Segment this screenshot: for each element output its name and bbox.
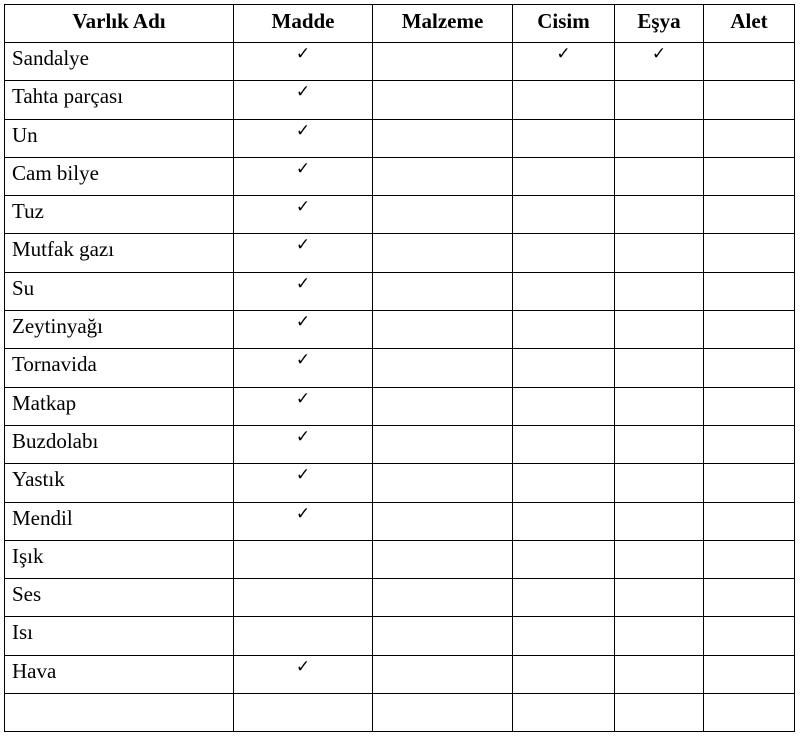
cell-varlik-adi: Tornavida xyxy=(5,349,234,387)
cell-esya xyxy=(615,349,704,387)
cell-varlik-adi: Tuz xyxy=(5,196,234,234)
cell-malzeme xyxy=(373,81,513,119)
cell-cisim xyxy=(513,387,615,425)
cell-esya: ✓ xyxy=(615,43,704,81)
cell-cisim xyxy=(513,157,615,195)
table-row xyxy=(5,387,795,425)
cell-esya xyxy=(615,425,704,463)
cell-alet xyxy=(704,540,795,578)
cell-madde: ✓ xyxy=(234,425,373,463)
cell-malzeme xyxy=(373,579,513,617)
cell-malzeme xyxy=(373,502,513,540)
cell-malzeme xyxy=(373,464,513,502)
cell-madde: ✓ xyxy=(234,464,373,502)
cell-cisim xyxy=(513,694,615,732)
cell-esya xyxy=(615,234,704,272)
cell-varlik-adi: Matkap xyxy=(5,387,234,425)
cell-varlik-adi: Tahta parçası xyxy=(5,81,234,119)
cell-esya xyxy=(615,157,704,195)
cell-madde: ✓ xyxy=(234,234,373,272)
cell-alet xyxy=(704,694,795,732)
cell-alet xyxy=(704,617,795,655)
table-row xyxy=(5,272,795,310)
cell-alet xyxy=(704,349,795,387)
cell-alet xyxy=(704,234,795,272)
cell-malzeme xyxy=(373,311,513,349)
cell-esya xyxy=(615,502,704,540)
table-row xyxy=(5,119,795,157)
table-row xyxy=(5,43,795,81)
cell-madde: ✓ xyxy=(234,272,373,310)
cell-malzeme xyxy=(373,234,513,272)
cell-alet xyxy=(704,272,795,310)
cell-alet xyxy=(704,502,795,540)
header-malzeme: Malzeme xyxy=(373,5,513,43)
cell-malzeme xyxy=(373,694,513,732)
cell-cisim xyxy=(513,655,615,693)
cell-esya xyxy=(615,655,704,693)
cell-alet xyxy=(704,655,795,693)
cell-varlik-adi: Su xyxy=(5,272,234,310)
cell-cisim xyxy=(513,540,615,578)
cell-cisim xyxy=(513,617,615,655)
table-row xyxy=(5,502,795,540)
cell-malzeme xyxy=(373,196,513,234)
cell-cisim xyxy=(513,502,615,540)
cell-cisim xyxy=(513,272,615,310)
cell-malzeme xyxy=(373,43,513,81)
cell-esya xyxy=(615,540,704,578)
cell-malzeme xyxy=(373,272,513,310)
cell-malzeme xyxy=(373,655,513,693)
cell-alet xyxy=(704,425,795,463)
cell-varlik-adi: Işık xyxy=(5,540,234,578)
cell-malzeme xyxy=(373,425,513,463)
table-row xyxy=(5,694,795,732)
cell-varlik-adi: Yastık xyxy=(5,464,234,502)
table-row xyxy=(5,349,795,387)
cell-malzeme xyxy=(373,349,513,387)
cell-varlik-adi xyxy=(5,694,234,732)
cell-cisim xyxy=(513,234,615,272)
cell-alet xyxy=(704,464,795,502)
cell-esya xyxy=(615,119,704,157)
cell-esya xyxy=(615,694,704,732)
cell-varlik-adi: Sandalye xyxy=(5,43,234,81)
cell-varlik-adi: Un xyxy=(5,119,234,157)
header-row xyxy=(5,5,795,43)
table-row xyxy=(5,655,795,693)
cell-esya xyxy=(615,464,704,502)
cell-madde xyxy=(234,540,373,578)
cell-malzeme xyxy=(373,617,513,655)
cell-malzeme xyxy=(373,157,513,195)
table-row xyxy=(5,464,795,502)
cell-cisim: ✓ xyxy=(513,43,615,81)
cell-madde xyxy=(234,579,373,617)
cell-cisim xyxy=(513,119,615,157)
header-varlik-adi: Varlık Adı xyxy=(5,5,234,43)
cell-esya xyxy=(615,311,704,349)
cell-alet xyxy=(704,81,795,119)
cell-esya xyxy=(615,387,704,425)
cell-varlik-adi: Hava xyxy=(5,655,234,693)
cell-cisim xyxy=(513,311,615,349)
cell-alet xyxy=(704,119,795,157)
cell-malzeme xyxy=(373,387,513,425)
cell-cisim xyxy=(513,349,615,387)
header-esya: Eşya xyxy=(615,5,704,43)
cell-alet xyxy=(704,579,795,617)
cell-madde xyxy=(234,694,373,732)
cell-esya xyxy=(615,196,704,234)
cell-alet xyxy=(704,43,795,81)
cell-madde: ✓ xyxy=(234,387,373,425)
cell-cisim xyxy=(513,196,615,234)
header-alet: Alet xyxy=(704,5,795,43)
table-row xyxy=(5,234,795,272)
table-row xyxy=(5,157,795,195)
cell-varlik-adi: Mutfak gazı xyxy=(5,234,234,272)
cell-madde: ✓ xyxy=(234,196,373,234)
cell-esya xyxy=(615,617,704,655)
cell-varlik-adi: Cam bilye xyxy=(5,157,234,195)
cell-cisim xyxy=(513,464,615,502)
cell-alet xyxy=(704,387,795,425)
table-row xyxy=(5,81,795,119)
cell-varlik-adi: Isı xyxy=(5,617,234,655)
cell-alet xyxy=(704,196,795,234)
header-cisim: Cisim xyxy=(513,5,615,43)
cell-madde: ✓ xyxy=(234,43,373,81)
cell-malzeme xyxy=(373,540,513,578)
cell-esya xyxy=(615,81,704,119)
table-row xyxy=(5,579,795,617)
cell-varlik-adi: Ses xyxy=(5,579,234,617)
cell-madde: ✓ xyxy=(234,349,373,387)
cell-cisim xyxy=(513,425,615,463)
cell-madde: ✓ xyxy=(234,157,373,195)
cell-madde: ✓ xyxy=(234,655,373,693)
cell-cisim xyxy=(513,81,615,119)
table-row xyxy=(5,617,795,655)
cell-varlik-adi: Mendil xyxy=(5,502,234,540)
table-row xyxy=(5,425,795,463)
cell-alet xyxy=(704,157,795,195)
cell-alet xyxy=(704,311,795,349)
cell-madde xyxy=(234,617,373,655)
cell-varlik-adi: Zeytinyağı xyxy=(5,311,234,349)
cell-madde: ✓ xyxy=(234,502,373,540)
cell-varlik-adi: Buzdolabı xyxy=(5,425,234,463)
table-row xyxy=(5,311,795,349)
cell-madde: ✓ xyxy=(234,311,373,349)
cell-cisim xyxy=(513,579,615,617)
cell-madde: ✓ xyxy=(234,81,373,119)
cell-esya xyxy=(615,579,704,617)
table-row xyxy=(5,540,795,578)
classification-table xyxy=(4,4,795,732)
table-row xyxy=(5,196,795,234)
cell-madde: ✓ xyxy=(234,119,373,157)
cell-esya xyxy=(615,272,704,310)
cell-malzeme xyxy=(373,119,513,157)
header-madde: Madde xyxy=(234,5,373,43)
